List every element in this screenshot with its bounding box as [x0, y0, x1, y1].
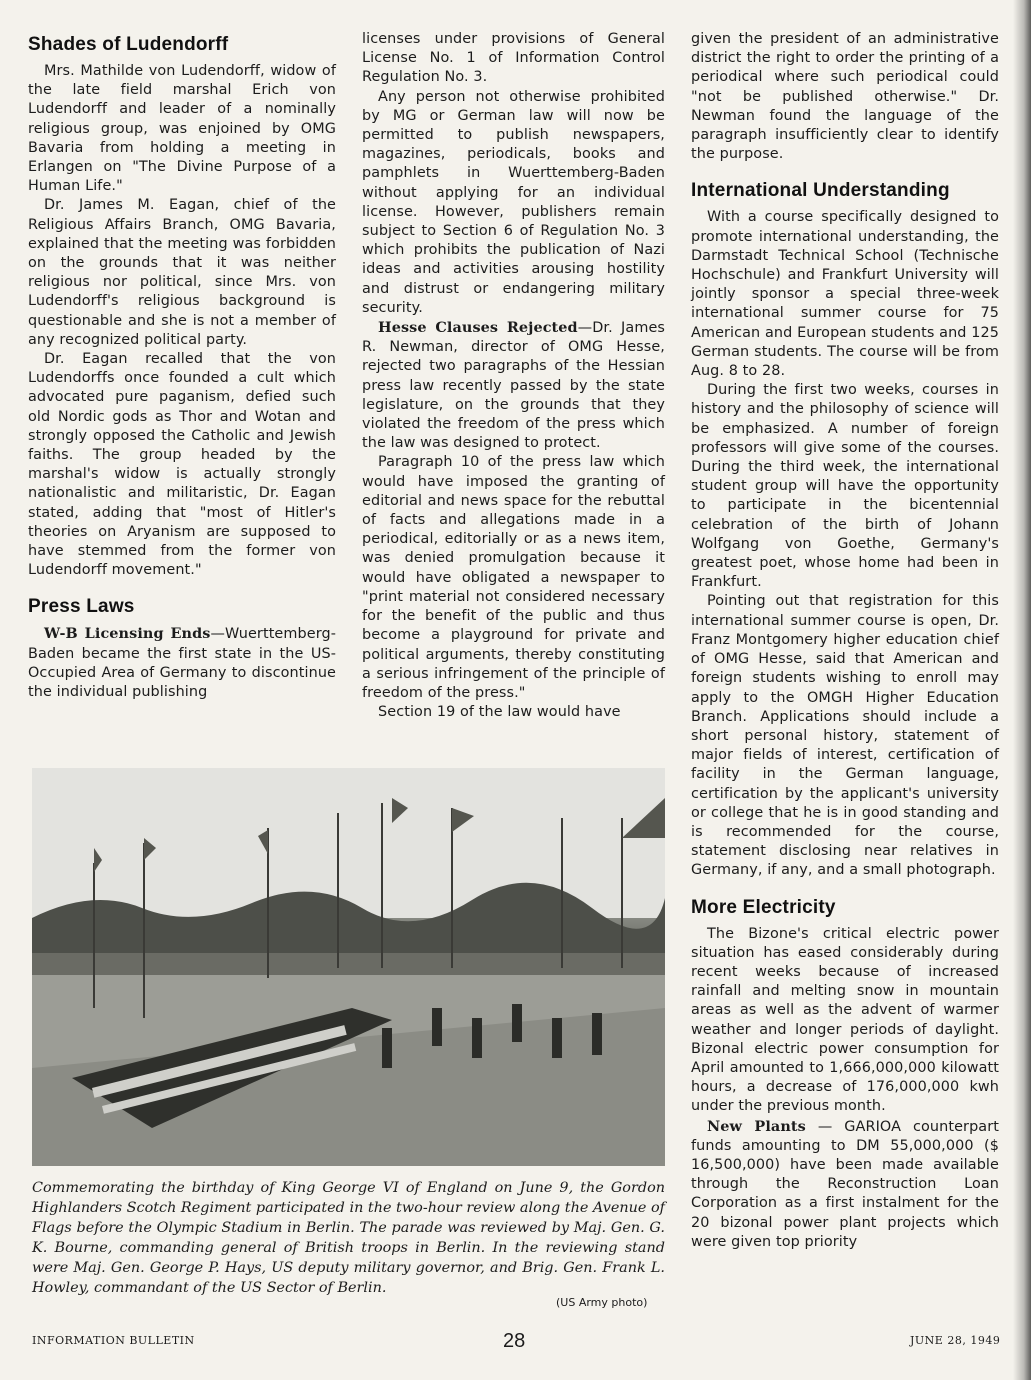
paragraph: Paragraph 10 of the press law which would have imposed the granting of editorial and news space for the rebuttal of facts and allegations made in a periodical, editorially or as a news item, was denied promulgation because it would have obligated a newspaper to "print material not considered necessary for the benefit of the public and thus become a playground for private and political arguments, thereby constituting a serious infringement of the principle of freedom of the press." [362, 454, 665, 701]
heading-press-laws: Press Laws [28, 596, 135, 618]
paragraph [362, 318, 665, 453]
subheading-hesse-clauses: Hesse Clauses Rejected [378, 319, 578, 337]
column-left [28, 30, 336, 702]
page-number: 28 [503, 1330, 526, 1352]
paragraph: Mrs. Mathilde von Ludendorff, widow of the late field marshal Erich von Ludendorff and leader of a nominally religious group, was enjoined by OMG Bavaria from holding a meeting in Erlangen on "The Divine Purpose of a Human Life." [28, 63, 336, 195]
parade-photo-drawing [32, 768, 665, 1166]
paragraph: given the president of an administrative district the right to order the printing of a periodical where such periodical could "not be published otherwise." Dr. Newman found the language of the paragraph insufficiently clear to identify the purpose. [691, 31, 999, 163]
subheading-wb-licensing: W-B Licensing Ends [44, 625, 211, 643]
paragraph-text: —Dr. James R. Newman, director of OMG Hesse, rejected two paragraphs of the Hessian press law recently passed by the state legislature, on the grounds that they violated the freedom of the press which the law was designed to protect. [362, 320, 665, 452]
paragraph: Dr. Eagan recalled that the von Ludendorffs once founded a cult which advocated pure paganism, defied such old Nordic gods as Thor and Wotan and strongly opposed the Catholic and Jewish faiths. The group headed by the marshal's widow is actually strongly nationalistic and militaristic, Dr. Eagan stated, adding that "most of Hitler's theories on Aryanism are supposed to have stemmed from the former von Ludendorff movement." [28, 351, 336, 579]
heading-shades-of-ludendorff: Shades of Ludendorff [28, 34, 229, 55]
column-right [691, 30, 999, 1252]
paragraph-text: —Wuerttemberg-Baden became the first state in the US-Occupied Area of Germany to discontinue the individual publishing [28, 626, 336, 701]
page-edge-shadow [1013, 0, 1031, 1380]
heading-international-understanding: International Understanding [691, 180, 950, 202]
parade-photo [32, 768, 665, 1166]
paragraph: Section 19 of the law would have [378, 704, 621, 721]
footer-publication: INFORMATION BULLETIN [32, 1334, 195, 1347]
paragraph: The Bizone's critical electric power situation has eased considerably during recent weeks because of increased rainfall and melting snow in mountain areas as well as the advent of warmer weather and longer periods of daylight. Bizonal electric power consumption for April amounted to 1,666,000,000 kilowatt hours, a decrease of 176,000,000 kwh under the previous month. [691, 925, 999, 1115]
photo-caption [32, 1178, 665, 1298]
paragraph: Any person not otherwise prohibited by MG or German law will now be permitted to publish newspapers, magazines, periodicals, books and pamphlets in Wuerttemberg-Baden without applying for an individual license. However, publishers remain subject to Section 6 of Regulation No. 3 which prohibits the publication of Nazi ideas and activities arousing hostility and distrust or endangering military security. [362, 88, 665, 316]
paragraph: Pointing out that registration for this international summer course is open, Dr. Franz Montgomery higher education chief of OMG Hesse, said that American and foreign students wishing to enroll may apply to the OMGH Higher Education Branch. Applications should include a short personal history, statement of major fields of interest, certification of facility in the German language, certification by the applicant's university or college that he is in good standing and is recommended for the course, statement disclosing near relatives in Germany, if any, and a small photograph. [691, 593, 999, 879]
paragraph [28, 624, 336, 702]
caption-text: Commemorating the birthday of King George VI of England on June 9, the Gordon Highlanders Scotch Regiment participated in the two-hour review along the Avenue of Flags before the Olympic Stadium in Berlin. The parade was reviewed by Maj. Gen. G. K. Bourne, commanding general of British troops in Berlin. In the reviewing stand were Maj. Gen. George P. Hays, US deputy military governor, and Brig. Gen. Frank L. Howley, commandant of the US Sector of Berlin. [32, 1180, 665, 1296]
paragraph: licenses under provisions of General License No. 1 of Information Control Regulation No. 3. [362, 31, 665, 86]
photo-credit: (US Army photo) [556, 1296, 648, 1309]
paragraph: With a course specifically designed to promote international understanding, the Darmstadt Technical School (Technische Hochschule) and Frankfurt University will jointly sponsor a special three-week international summer course for 75 American and European students and 125 German students. The course will be from Aug. 8 to 28. [691, 209, 999, 380]
paragraph [691, 1117, 999, 1252]
column-middle [362, 30, 665, 722]
paragraph: Dr. James M. Eagan, chief of the Religious Affairs Branch, OMG Bavaria, explained that the meeting was forbidden on the grounds that it was neither religious nor political, since Mrs. von Ludendorff's religious background is questionable and she is not a member of any recognized political party. [28, 197, 336, 348]
paragraph-text: — GARIOA counterpart funds amounting to DM 55,000,000 ($ 16,500,000) have been made available through the Reconstruction Loan Corporation as a first instalment for the 20 bizonal power plant projects which were given top priority [691, 1118, 999, 1250]
paragraph: During the first two weeks, courses in history and the philosophy of science will be emphasized. A number of foreign professors will give some of the courses. During the third week, the international student group will have the opportunity to participate in the bicentennial celebration of the birth of Johann Wolfgang von Goethe, Germany's greatest poet, whose home had been in Frankfurt. [691, 382, 999, 591]
heading-more-electricity: More Electricity [691, 896, 836, 918]
footer-date: JUNE 28, 1949 [910, 1334, 1001, 1347]
subheading-new-plants: New Plants [707, 1117, 806, 1135]
